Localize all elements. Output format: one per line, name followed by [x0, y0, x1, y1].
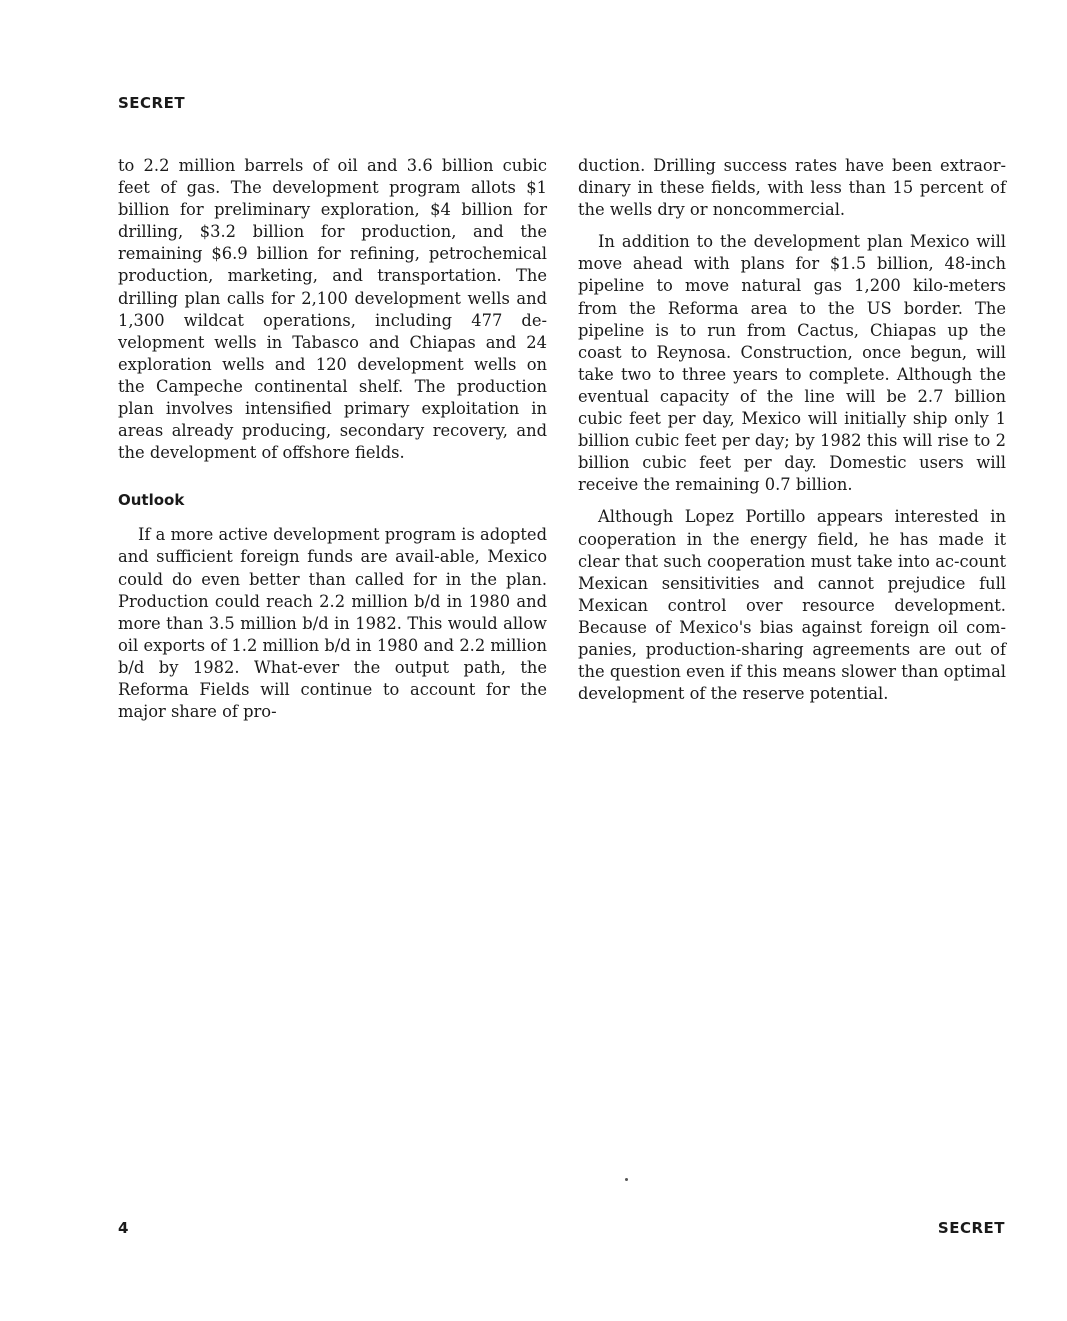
right-column	[578, 155, 1006, 715]
page-number: 4	[118, 1219, 129, 1237]
left-column	[118, 155, 547, 733]
classification-header: SECRET	[118, 94, 186, 112]
body-paragraph: In addition to the development plan Mexico will move ahead with plans for $1.5 billion, 48-inch pipeline to move natural gas 1,200 kilo-meters from the Reforma area to the US border. The pipeline is to run from Cactus, Chiapas up the coast to Reynosa. Construction, once begun, will take two to three years to complete. Although the eventual capacity of the line will be 2.7 billion cubic feet per day, Mexico will initially ship only 1 billion cubic feet per day; by 1982 this will rise to 2 billion cubic feet per day. Domestic users will receive the remaining 0.7 billion.	[578, 232, 1006, 495]
body-paragraph: duction. Drilling success rates have been extraor-dinary in these fields, with less than 15 percent of the wells dry or noncommercial.	[578, 156, 1006, 220]
body-paragraph: to 2.2 million barrels of oil and 3.6 billion cubic feet of gas. The development program allots $1 billion for preliminary exploration, $4 billion for drilling, $3.2 billion for production, and the remaining $6.9 billion for refining, petrochemical production, marketing, and transportation. The drilling plan calls for 2,100 development wells and 1,300 wildcat operations, including 477 de-velopment wells in Tabasco and Chiapas and 24 exploration wells and 120 development wells on the Campeche continental shelf. The production plan involves intensified primary exploitation in areas already producing, secondary recovery, and the development of offshore fields.	[118, 156, 547, 463]
section-heading-outlook: Outlook	[118, 491, 185, 510]
body-paragraph: If a more active development program is adopted and sufficient foreign funds are avail-able, Mexico could do even better than called for in the plan. Production could reach 2.2 million b/d in 1980 and more than 3.5 million b/d in 1982. This would allow oil exports of 1.2 million b/d in 1980 and 2.2 million b/d by 1982. What-ever the output path, the Reforma Fields will continue to account for the major share of pro-	[118, 525, 547, 722]
body-paragraph: Although Lopez Portillo appears interested in cooperation in the energy field, he has made it clear that such cooperation must take into ac-count Mexican sensitivities and cannot prejudice full Mexican control over resource development. Because of Mexico's bias against foreign oil com-panies, production-sharing agreements are out of the question even if this means slower than optimal development of the reserve potential.	[578, 507, 1006, 704]
scan-speck	[625, 1178, 628, 1181]
classification-footer: SECRET	[937, 1219, 1005, 1237]
